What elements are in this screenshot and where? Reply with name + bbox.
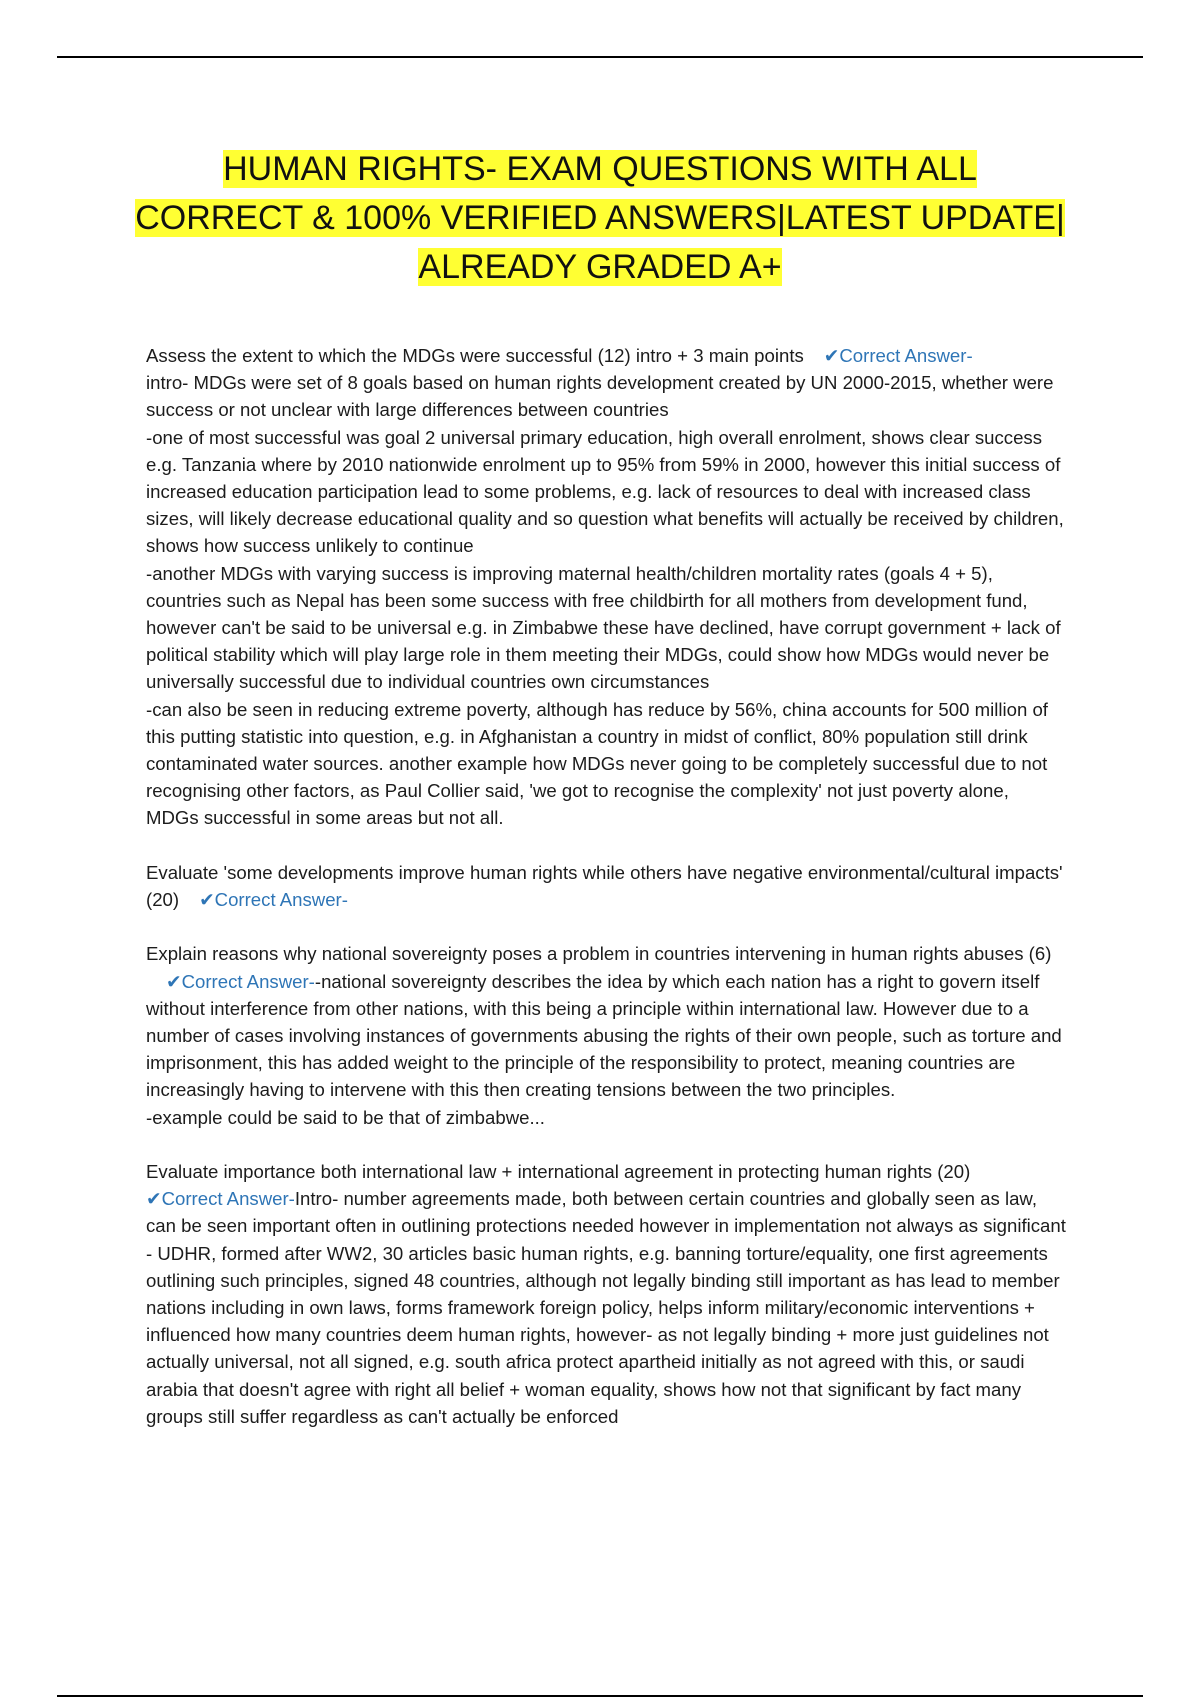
bottom-rule bbox=[57, 1695, 1143, 1697]
question-text: Evaluate importance both international law + international agreement in protecting human rights (20) bbox=[146, 1161, 971, 1183]
qa-paragraph bbox=[146, 1158, 1066, 1240]
answer-text: -national sovereignty describes the idea by which each nation has a right to govern itself without interference from other nations, with this being a principle within international law. However due to a number of cases involving instances of governments abusing the rights of their own people, such as torture and imprisonment, this has added weight to the principle of the responsibility to protect, meaning countries are increasingly having to intervene with this then creating tensions between the two principles. bbox=[146, 970, 1062, 1101]
question-text: Assess the extent to which the MDGs were successful (12) intro + 3 main points bbox=[146, 345, 804, 366]
qa-item-3 bbox=[146, 940, 1066, 1130]
answer-text: -another MDGs with varying success is improving maternal health/children mortality rates (goals 4 + 5), countries such as Nepal has been some success with free childbirth for all mothers from development fund, however can't be said to be universal e.g. in Zimbabwe these have declined, have corrupt government + lack of political stability which will play large role in them meeting their MDGs, could show how MDGs would never be universally successful due to individual countries own circumstances bbox=[146, 562, 1061, 693]
answer-text: Intro- number agreements made, both between certain countries and globally seen as law, can be seen important often in outlining protections needed however in implementation not always as significant bbox=[146, 1188, 1066, 1237]
qa-item-2 bbox=[146, 859, 1066, 913]
title-line-2: CORRECT & 100% VERIFIED ANSWERS|LATEST UPDATE| bbox=[135, 199, 1065, 237]
answer-text: -can also be seen in reducing extreme poverty, although has reduce by 56%, china accounts for 500 million of this putting statistic into question, e.g. in Afghanistan a country in midst of conflict, 80% population still drink contaminated water sources. another example how MDGs never going to be completely successful due to not recognising other factors, as Paul Collier said, 'we got to recognise the complexity' not just poverty alone, MDGs successful in some areas but not all. bbox=[146, 698, 1048, 829]
correct-answer-label: ✔Correct Answer- bbox=[199, 889, 348, 911]
document-title bbox=[130, 145, 1070, 292]
qa-paragraph bbox=[146, 342, 1066, 424]
qa-paragraph bbox=[146, 859, 1066, 913]
qa-item-1 bbox=[146, 342, 1066, 832]
answer-text: - UDHR, formed after WW2, 30 articles basic human rights, e.g. banning torture/equality, one first agreements outlining such principles, signed 48 countries, although not legally binding still important as has lead to member nations including in own laws, forms framework foreign policy, helps inform military/economic interventions + influenced how many countries deem human rights, however- as not legally binding + more just guidelines not actually universal, not all signed, e.g. south africa protect apartheid initially as not agreed with this, or saudi arabia that doesn't agree with right all belief + woman equality, shows how not that significant by fact many groups still suffer regardless as can't actually be enforced bbox=[146, 1242, 1060, 1427]
top-rule bbox=[57, 56, 1143, 58]
question-text: Explain reasons why national sovereignty poses a problem in countries intervening in human rights abuses (6) bbox=[146, 943, 1052, 965]
qa-item-4 bbox=[146, 1158, 1066, 1430]
correct-answer-label: ✔Correct Answer- bbox=[146, 1188, 295, 1210]
answer-text: -one of most successful was goal 2 universal primary education, high overall enrolment, shows clear success e.g. Tanzania where by 2010 nationwide enrolment up to 95% from 59% in 2000, however this initial success of increased education participation lead to some problems, e.g. lack of resources to deal with increased class sizes, will likely decrease educational quality and so question what benefits will actually be received by children, shows how success unlikely to continue bbox=[146, 426, 1064, 557]
qa-content bbox=[146, 342, 1066, 1457]
answer-text: intro- MDGs were set of 8 goals based on human rights development created by UN 2000-2015, whether were success or not unclear with large differences between countries bbox=[146, 372, 1054, 421]
title-line-3: ALREADY GRADED A+ bbox=[418, 248, 782, 286]
title-line-1: HUMAN RIGHTS- EXAM QUESTIONS WITH ALL bbox=[223, 150, 977, 188]
correct-answer-label: ✔Correct Answer- bbox=[823, 345, 973, 366]
answer-text: -example could be said to be that of zimbabwe... bbox=[146, 1106, 545, 1128]
correct-answer-label: ✔Correct Answer- bbox=[166, 970, 315, 992]
question-text: Evaluate 'some developments improve human rights while others have negative environmental/cultural impacts' (20) bbox=[146, 861, 1063, 911]
qa-paragraph bbox=[146, 940, 1066, 1103]
